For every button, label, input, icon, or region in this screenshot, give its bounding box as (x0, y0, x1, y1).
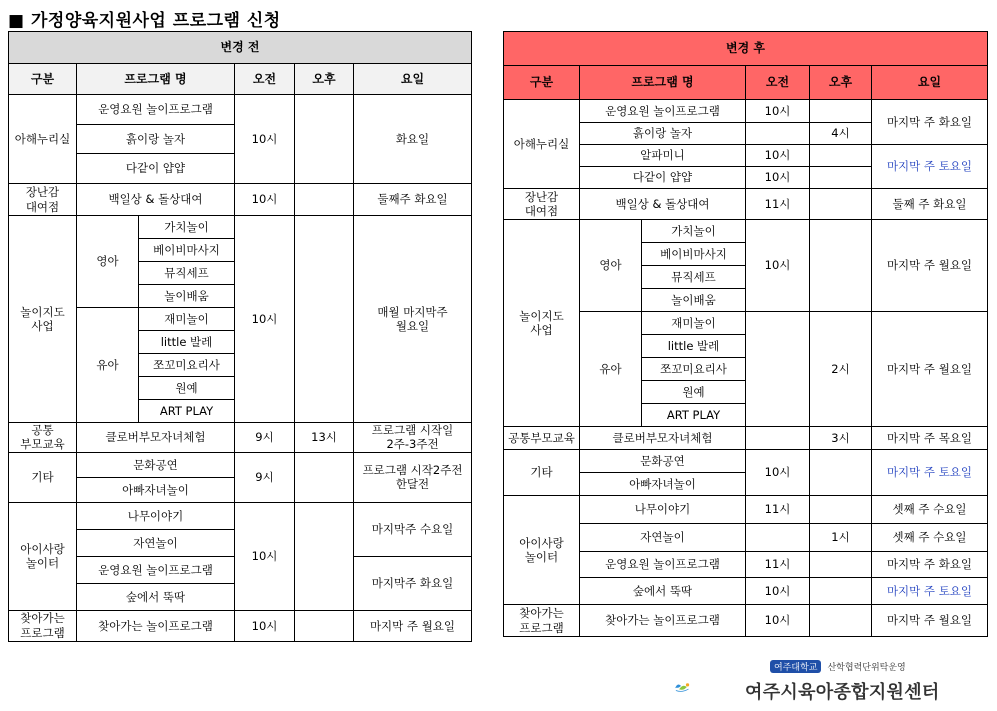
day-cell: 마지막 주 토요일 (872, 145, 988, 189)
program-cell: 운영요원 놀이프로그램 (580, 100, 746, 123)
program-cell: 숲에서 뚝딱 (580, 578, 746, 605)
program-cell: 쪼꼬미요리사 (642, 358, 746, 381)
pm-cell (295, 184, 354, 216)
category-cell: 공통부모교육 (504, 427, 580, 450)
program-cell: 나무이야기 (580, 496, 746, 524)
program-cell: 아빠자녀놀이 (580, 473, 746, 496)
day-cell: 마지막주 수요일 (354, 502, 472, 556)
day-cell: 마지막 주 월요일 (872, 220, 988, 312)
am-cell: 10시 (746, 450, 810, 496)
am-cell: 9시 (235, 423, 295, 453)
program-cell: 다같이 얍얍 (77, 154, 235, 184)
header-pm: 오후 (295, 64, 354, 95)
am-cell: 11시 (746, 189, 810, 220)
program-cell: 운영요원 놀이프로그램 (580, 552, 746, 578)
program-cell: 문화공연 (580, 450, 746, 473)
pm-cell: 2시 (810, 312, 872, 427)
am-cell: 10시 (235, 216, 295, 423)
pm-cell (810, 189, 872, 220)
day-cell: 마지막주 화요일 (354, 556, 472, 610)
am-cell (746, 312, 810, 427)
category-cell: 장난감 대여점 (9, 184, 77, 216)
am-cell: 10시 (746, 605, 810, 637)
pm-cell (810, 578, 872, 605)
program-cell: 흙이랑 놀자 (580, 123, 746, 145)
day-cell: 마지막 주 월요일 (354, 610, 472, 641)
category-cell: 아이사랑 놀이터 (9, 502, 77, 610)
header-am: 오전 (235, 64, 295, 95)
program-cell: 백일상 & 돌상대여 (580, 189, 746, 220)
day-cell: 둘째 주 화요일 (872, 189, 988, 220)
program-cell: 알파미니 (580, 145, 746, 167)
subcategory-cell: 유아 (77, 308, 139, 423)
category-cell: 공통 부모교육 (9, 423, 77, 453)
am-cell: 11시 (746, 552, 810, 578)
program-cell: 클로버부모자녀체험 (580, 427, 746, 450)
program-cell: ART PLAY (642, 404, 746, 427)
subcategory-cell: 유아 (580, 312, 642, 427)
pm-cell (810, 552, 872, 578)
program-cell: 놀이배움 (139, 285, 235, 308)
pm-cell: 1시 (810, 524, 872, 552)
day-cell: 프로그램 시작일 2주-3주전 (354, 423, 472, 453)
page-title: ■ 가정양육지원사업 프로그램 신청 (8, 11, 281, 31)
pm-cell (810, 145, 872, 167)
day-cell: 화요일 (354, 95, 472, 184)
pm-cell: 13시 (295, 423, 354, 453)
program-cell: 나무이야기 (77, 502, 235, 529)
category-cell: 기타 (504, 450, 580, 496)
center-logo-icon (674, 668, 744, 706)
program-cell: 찾아가는 놀이프로그램 (77, 610, 235, 641)
pm-cell (810, 605, 872, 637)
day-cell: 둘째주 화요일 (354, 184, 472, 216)
after-caption: 변경 후 (504, 32, 988, 66)
day-cell: 셋째 주 수요일 (872, 524, 988, 552)
day-cell: 프로그램 시작2주전 한달전 (354, 452, 472, 502)
pm-cell: 4시 (810, 123, 872, 145)
header-pm: 오후 (810, 66, 872, 100)
day-cell: 마지막 주 토요일 (872, 578, 988, 605)
am-cell (746, 524, 810, 552)
day-cell: 마지막 주 월요일 (872, 312, 988, 427)
program-cell: 운영요원 놀이프로그램 (77, 95, 235, 125)
category-cell: 놀이지도 사업 (9, 216, 77, 423)
am-cell: 10시 (746, 100, 810, 123)
program-cell: ART PLAY (139, 400, 235, 423)
am-cell: 10시 (746, 220, 810, 312)
program-cell: 다같이 얍얍 (580, 167, 746, 189)
day-cell: 마지막 주 화요일 (872, 100, 988, 145)
program-cell: 찾아가는 놀이프로그램 (580, 605, 746, 637)
pm-cell (295, 502, 354, 610)
pm-cell (295, 95, 354, 184)
pm-cell (810, 450, 872, 496)
day-cell: 마지막 주 화요일 (872, 552, 988, 578)
am-cell (746, 123, 810, 145)
program-cell: little 발레 (139, 331, 235, 354)
program-cell: 뮤직세프 (139, 262, 235, 285)
header-day: 요일 (872, 66, 988, 100)
program-cell: 베이비마사지 (139, 239, 235, 262)
university-info (770, 660, 906, 673)
program-cell: 놀이배움 (642, 289, 746, 312)
header-day: 요일 (354, 64, 472, 95)
category-cell: 장난감 대여점 (504, 189, 580, 220)
program-cell: 베이비마사지 (642, 243, 746, 266)
before-table (8, 31, 472, 642)
day-cell: 마지막 주 목요일 (872, 427, 988, 450)
category-cell: 찾아가는 프로그램 (504, 605, 580, 637)
am-cell (746, 427, 810, 450)
before-caption: 변경 전 (9, 32, 472, 64)
program-cell: 백일상 & 돌상대여 (77, 184, 235, 216)
program-cell: little 발레 (642, 335, 746, 358)
header-category: 구분 (504, 66, 580, 100)
pm-cell: 3시 (810, 427, 872, 450)
pm-cell (810, 220, 872, 312)
am-cell: 11시 (746, 496, 810, 524)
program-cell: 숲에서 뚝딱 (77, 583, 235, 610)
center-name: 여주시육아종합지원센터 (745, 682, 940, 703)
category-cell: 아해누리실 (9, 95, 77, 184)
program-cell: 가치놀이 (642, 220, 746, 243)
am-cell: 10시 (235, 184, 295, 216)
pm-cell (295, 610, 354, 641)
category-cell: 놀이지도 사업 (504, 220, 580, 427)
pm-cell (810, 496, 872, 524)
am-cell: 10시 (746, 167, 810, 189)
am-cell: 10시 (235, 95, 295, 184)
program-cell: 문화공연 (77, 452, 235, 477)
program-cell: 클로버부모자녀체험 (77, 423, 235, 453)
program-cell: 아빠자녀놀이 (77, 477, 235, 502)
category-cell: 아해누리실 (504, 100, 580, 189)
category-cell: 찾아가는 프로그램 (9, 610, 77, 641)
pm-cell (295, 452, 354, 502)
day-cell: 마지막 주 월요일 (872, 605, 988, 637)
program-cell: 뮤직세프 (642, 266, 746, 289)
program-cell: 원예 (642, 381, 746, 404)
day-cell: 마지막 주 토요일 (872, 450, 988, 496)
pm-cell (810, 100, 872, 123)
am-cell: 10시 (235, 610, 295, 641)
university-text: 산학협력단위탁운영 (827, 663, 906, 673)
subcategory-cell: 영아 (580, 220, 642, 312)
program-cell: 가치놀이 (139, 216, 235, 239)
day-cell: 셋째 주 수요일 (872, 496, 988, 524)
pm-cell (295, 216, 354, 423)
program-cell: 흙이랑 놀자 (77, 125, 235, 154)
am-cell: 9시 (235, 452, 295, 502)
program-cell: 쪼꼬미요리사 (139, 354, 235, 377)
category-cell: 아이사랑 놀이터 (504, 496, 580, 605)
category-cell: 기타 (9, 452, 77, 502)
university-badge: 여주대학교 (770, 660, 821, 673)
program-cell: 원예 (139, 377, 235, 400)
header-program: 프로그램 명 (580, 66, 746, 100)
program-cell: 자연놀이 (580, 524, 746, 552)
program-cell: 운영요원 놀이프로그램 (77, 556, 235, 583)
header-am: 오전 (746, 66, 810, 100)
program-cell: 재미놀이 (642, 312, 746, 335)
subcategory-cell: 영아 (77, 216, 139, 308)
header-program: 프로그램 명 (77, 64, 235, 95)
am-cell: 10시 (746, 578, 810, 605)
pm-cell (810, 167, 872, 189)
program-cell: 재미놀이 (139, 308, 235, 331)
after-table (503, 31, 988, 637)
am-cell: 10시 (746, 145, 810, 167)
day-cell: 매월 마지막주 월요일 (354, 216, 472, 423)
program-cell: 자연놀이 (77, 529, 235, 556)
header-category: 구분 (9, 64, 77, 95)
am-cell: 10시 (235, 502, 295, 610)
